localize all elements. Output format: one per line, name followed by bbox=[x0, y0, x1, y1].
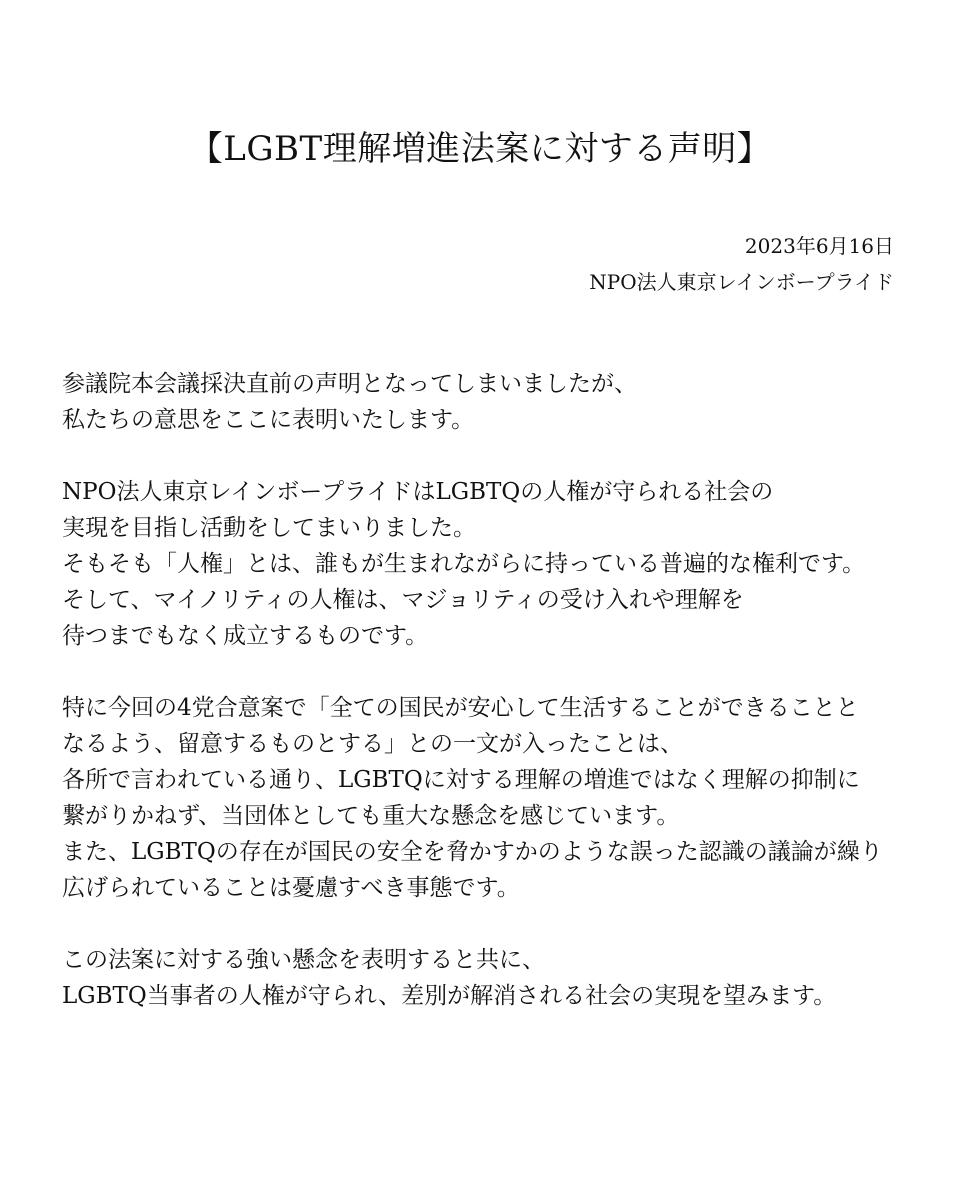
paragraph-line: そして、マイノリティの人権は、マジョリティの受け入れや理解を bbox=[62, 587, 744, 613]
paragraph-line: そもそも「人権」とは、誰もが生まれながらに持っている普遍的な権利です。 bbox=[62, 551, 866, 577]
paragraph-line: また、LGBTQの存在が国民の安全を脅かすかのような誤った認識の議論が繰り bbox=[62, 839, 883, 865]
statement-meta bbox=[589, 228, 894, 300]
paragraph-line: NPO法人東京レインボープライドはLGBTQの人権が守られる社会の bbox=[62, 479, 774, 505]
statement-body bbox=[62, 366, 942, 1050]
paragraph-line: 待つまでもなく成立するものです。 bbox=[62, 623, 429, 649]
paragraph-line: この法案に対する強い懸念を表明すると共に、 bbox=[62, 947, 545, 973]
paragraph-line: 繋がりかねず、当団体としても重大な懸念を感じています。 bbox=[62, 803, 680, 829]
paragraph-line: 実現を目指し活動をしてまいりました。 bbox=[62, 515, 476, 541]
paragraph-line: LGBTQ当事者の人権が守られ、差別が解消される社会の実現を望みます。 bbox=[62, 983, 837, 1009]
paragraph bbox=[62, 942, 942, 1014]
paragraph-line: 参議院本会議採決直前の声明となってしまいましたが、 bbox=[62, 371, 637, 397]
paragraph bbox=[62, 474, 942, 654]
paragraph bbox=[62, 690, 942, 906]
statement-date: 2023年6月16日 bbox=[744, 234, 894, 258]
organization-name: NPO法人東京レインボープライド bbox=[589, 270, 894, 294]
paragraph-line: 各所で言われている通り、LGBTQに対する理解の増進ではなく理解の抑制に bbox=[62, 767, 860, 793]
paragraph bbox=[62, 366, 942, 438]
paragraph-line: なるよう、留意するものとする」との一文が入ったことは、 bbox=[62, 731, 683, 757]
paragraph-line: 広げられていることは憂慮すべき事態です。 bbox=[62, 875, 520, 901]
paragraph-line: 特に今回の4党合意案で「全ての国民が安心して生活することができることと bbox=[62, 695, 859, 721]
paragraph-line: 私たちの意思をここに表明いたします。 bbox=[62, 407, 475, 433]
statement-title: 【LGBT理解増進法案に対する声明】 bbox=[188, 129, 772, 169]
